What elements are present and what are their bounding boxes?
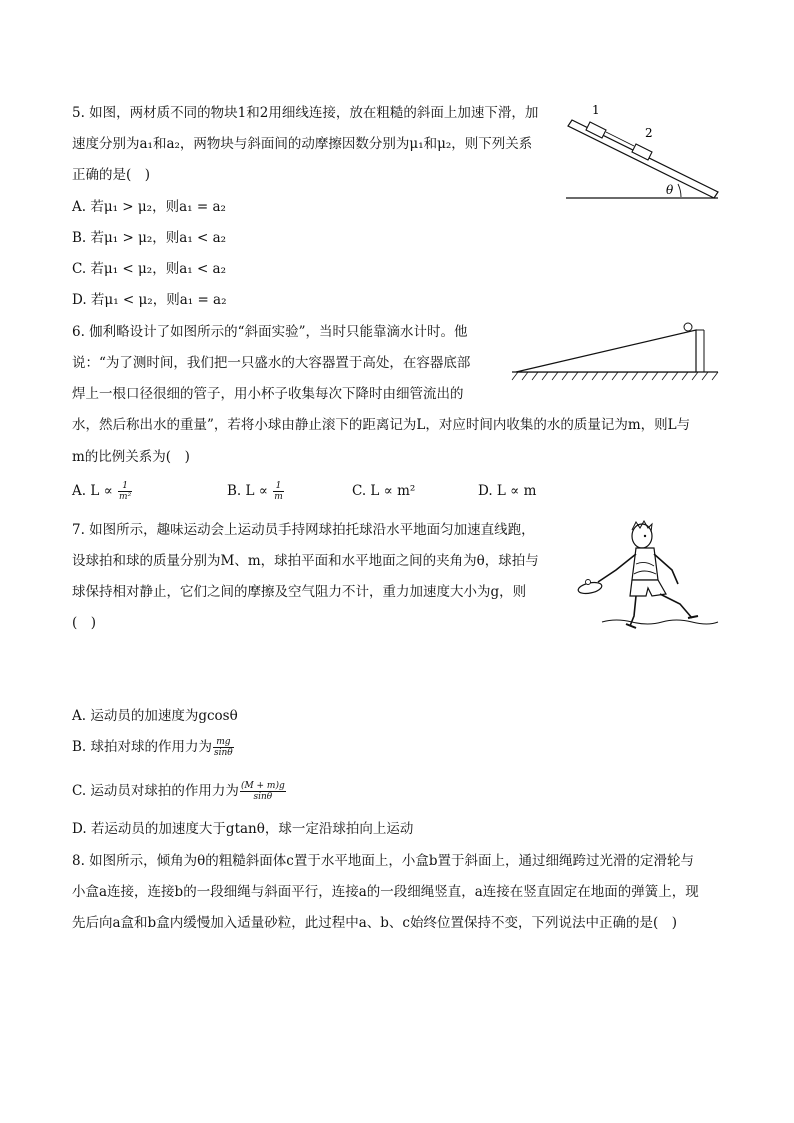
q7-b-den: sinθ — [214, 748, 233, 758]
q6-a-den: m² — [119, 492, 132, 502]
q5-option-b[interactable]: B. 若μ₁ > μ₂，则a₁ < a₂ — [72, 230, 227, 246]
q7-option-d[interactable]: D. 若运动员的加速度大于gtanθ，球一定沿球拍向上运动 — [72, 821, 414, 837]
q7-option-c-fraction — [240, 781, 286, 802]
q6-option-a-fraction — [118, 481, 132, 502]
q6-b-num: 1 — [273, 481, 284, 492]
galileo-incline-figure — [508, 318, 722, 382]
q5-line-3: 正确的是( ) — [72, 167, 151, 183]
q6-option-d[interactable]: D. L ∝ m — [478, 483, 537, 499]
q6-option-b-fraction — [273, 481, 284, 502]
q7-option-b[interactable] — [72, 737, 235, 758]
q6-line-5: m的比例关系为( ) — [72, 449, 190, 465]
q6-b-den: m — [274, 492, 283, 502]
q7-option-c-text: C. 运动员对球拍的作用力为 — [72, 783, 239, 799]
runner-with-racket-figure — [576, 518, 722, 634]
q7-option-b-fraction — [213, 737, 234, 758]
q6-line-3: 焊上一根口径很细的管子，用小杯子收集每次下降时由细管流出的 — [72, 386, 464, 402]
block-1-label: 1 — [592, 103, 600, 117]
q6-option-a[interactable] — [72, 481, 133, 502]
q7-line-1: 7. 如图所示，趣味运动会上运动员手持网球拍托球沿水平地面匀加速直线跑， — [72, 522, 535, 538]
q5-line-2: 速度分别为a₁和a₂，两物块与斜面间的动摩擦因数分别为μ₁和μ₂，则下列关系 — [72, 136, 533, 152]
q6-line-4: 水，然后称出水的重量”，若将小球由静止滚下的距离记为L，对应时间内收集的水的质量记为m，则L与 — [72, 417, 691, 433]
q6-option-b-text: B. L ∝ — [227, 483, 268, 499]
q6-options-row — [72, 481, 722, 505]
q8-line-3: 先后向a盒和b盒内缓慢加入适量砂粒，此过程中a、b、c始终位置保持不变，下列说法中正确的是( ) — [72, 915, 677, 931]
q7-b-num: mg — [213, 737, 234, 748]
q7-c-den: sinθ — [253, 792, 273, 802]
q5-line-1: 5. 如图，两材质不同的物块1和2用细线连接，放在粗糙的斜面上加速下滑，加 — [72, 105, 539, 121]
q5-option-d[interactable]: D. 若μ₁ < μ₂，则a₁ = a₂ — [72, 292, 227, 308]
q8-line-1: 8. 如图所示，倾角为θ的粗糙斜面体c置于水平地面上，小盒b置于斜面上，通过细绳跨过光滑的定滑轮与 — [72, 853, 695, 869]
block-2-label: 2 — [645, 126, 653, 140]
q7-option-b-text: B. 球拍对球的作用力为 — [72, 739, 213, 755]
q7-line-3: 球保持相对静止，它们之间的摩擦及空气阻力不计，重力加速度大小为g，则 — [72, 584, 527, 600]
angle-theta-label: θ — [666, 183, 674, 197]
q7-line-4: ( ) — [72, 615, 97, 631]
q7-line-2: 设球拍和球的质量分别为M、m，球拍平面和水平地面之间的夹角为θ，球拍与 — [72, 553, 539, 569]
q6-option-b[interactable] — [227, 481, 285, 502]
q6-line-2: 说：“为了测时间，我们把一只盛水的大容器置于高处，在容器底部 — [72, 355, 471, 371]
incline-two-blocks-figure — [562, 100, 722, 202]
q6-a-num: 1 — [118, 481, 132, 492]
q5-option-c[interactable]: C. 若μ₁ < μ₂，则a₁ < a₂ — [72, 261, 227, 277]
q8-line-2: 小盒a连接，连接b的一段细绳与斜面平行，连接a的一段细绳竖直，a连接在竖直固定在地面的弹簧上，现 — [72, 884, 699, 900]
q7-c-num: (M + m)g — [240, 781, 285, 791]
q7-option-a[interactable]: A. 运动员的加速度为gcosθ — [72, 708, 238, 724]
q5-option-a[interactable]: A. 若μ₁ > μ₂，则a₁ = a₂ — [72, 199, 226, 215]
q6-line-1: 6. 伽利略设计了如图所示的“斜面实验”，当时只能靠滴水计时。他 — [72, 324, 468, 340]
q6-option-a-text: A. L ∝ — [72, 483, 113, 499]
q7-option-c[interactable] — [72, 781, 287, 802]
q6-option-c[interactable]: C. L ∝ m² — [352, 483, 416, 499]
